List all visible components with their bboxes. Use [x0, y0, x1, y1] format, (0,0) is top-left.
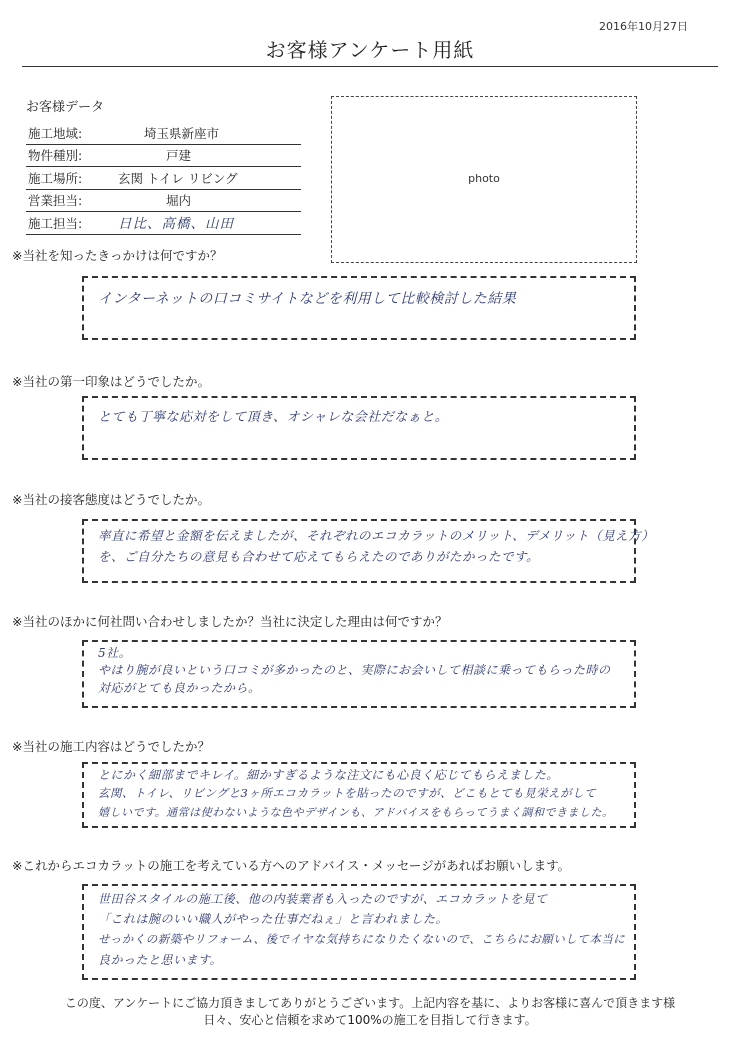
data-label: 施工地域:: [28, 125, 83, 141]
question-3: ※当社の接客態度はどうでしたか。: [12, 492, 210, 507]
answer-box-5: [82, 762, 636, 828]
question-4: ※当社のほかに何社問い合わせしましたか？当社に決定した理由は何ですか？: [12, 614, 448, 629]
answer-box-6: [82, 884, 636, 980]
answer-box-3: [82, 519, 655, 583]
data-row-type: [26, 145, 301, 168]
data-row-sales: [26, 190, 301, 213]
answer-line: インターネットの口コミサイトなどを利用して比較検討した結果: [98, 291, 517, 307]
answer-box-2: [82, 396, 636, 460]
answer-line: とても丁寧な応対をして頂き、オシャレな会社だなぁと。: [98, 410, 449, 425]
question-2: ※当社の第一印象はどうでしたか。: [12, 374, 210, 389]
page-title: お客様アンケート用紙: [265, 38, 475, 62]
customer-data-heading: お客様データ: [26, 100, 105, 115]
answer-line: 5社。: [98, 646, 132, 660]
photo-label: photo: [468, 172, 500, 185]
data-row-place: [26, 167, 301, 190]
data-value: 埼玉県新座市: [144, 125, 220, 141]
answer-line: 良かったと思います。: [98, 953, 223, 967]
data-label: 物件種別:: [28, 148, 83, 163]
answer-line: 玄関、トイレ、リビングと3ヶ所エコカラットを貼ったのですが、どこもとても見栄えがして: [98, 786, 597, 800]
data-label: 営業担当:: [28, 193, 83, 208]
customer-data-table: [26, 122, 301, 235]
date: 2016年10月27日: [599, 20, 688, 33]
question-5: ※当社の施工内容はどうでしたか？: [12, 739, 210, 754]
answer-line: 世田谷スタイルの施工後、他の内装業者も入ったのですが、エコカラットを見て: [98, 892, 548, 906]
question-6: ※これからエコカラットの施工を考えている方へのアドバイス・メッセージがあればお願いします。: [12, 858, 571, 873]
question-1: ※当社を知ったきっかけは何ですか？: [12, 248, 223, 263]
answer-line: 嬉しいです。通常は使わないような色やデザインも、アドバイスをもらってうまく調和できました。: [98, 806, 614, 819]
answer-line: 対応がとても良かったから。: [98, 681, 261, 695]
data-value: 堀内: [166, 193, 192, 208]
answer-box-4: [82, 640, 636, 708]
answer-line: 「これは腕のいい職人がやった仕事だねぇ」と言われました。: [98, 912, 449, 926]
answer-line: を、ご自分たちの意見も合わせて応えてもらえたのでありがたかったです。: [98, 549, 540, 564]
data-label: 施工担当:: [28, 215, 83, 231]
answer-line: やはり腕が良いという口コミが多かったのと、実際にお会いして相談に乗ってもらった時の: [98, 663, 611, 677]
data-value: 玄関 トイレ リビング: [118, 170, 238, 186]
photo-box: [331, 96, 637, 263]
data-row-staff: [26, 212, 301, 235]
footer-line-1: この度、アンケートにご協力頂きましてありがとうございます。上記内容を基に、よりお客様に喜んで頂きます様: [64, 996, 676, 1010]
title-divider: [22, 66, 718, 67]
footer-line-2: 日々、安心と信頼を求めて100%の施工を目指して行きます。: [203, 1013, 537, 1027]
data-value-handwritten: 日比、高橋、山田: [118, 215, 234, 232]
answer-box-1: [82, 276, 636, 340]
data-label: 施工場所:: [28, 170, 83, 186]
data-value: 戸建: [166, 148, 192, 163]
answer-line: とにかく細部までキレイ。細かすぎるような注文にも心良く応じてもらえました。: [98, 768, 559, 782]
data-row-area: [26, 122, 301, 145]
answer-line: 率直に希望と金額を伝えましたが、それぞれのエコカラットのメリット、デメリット（見え方）: [98, 528, 655, 543]
answer-line: せっかくの新築やリフォーム、後でイヤな気持ちになりたくないので、こちらにお願いして本当に: [98, 932, 626, 946]
